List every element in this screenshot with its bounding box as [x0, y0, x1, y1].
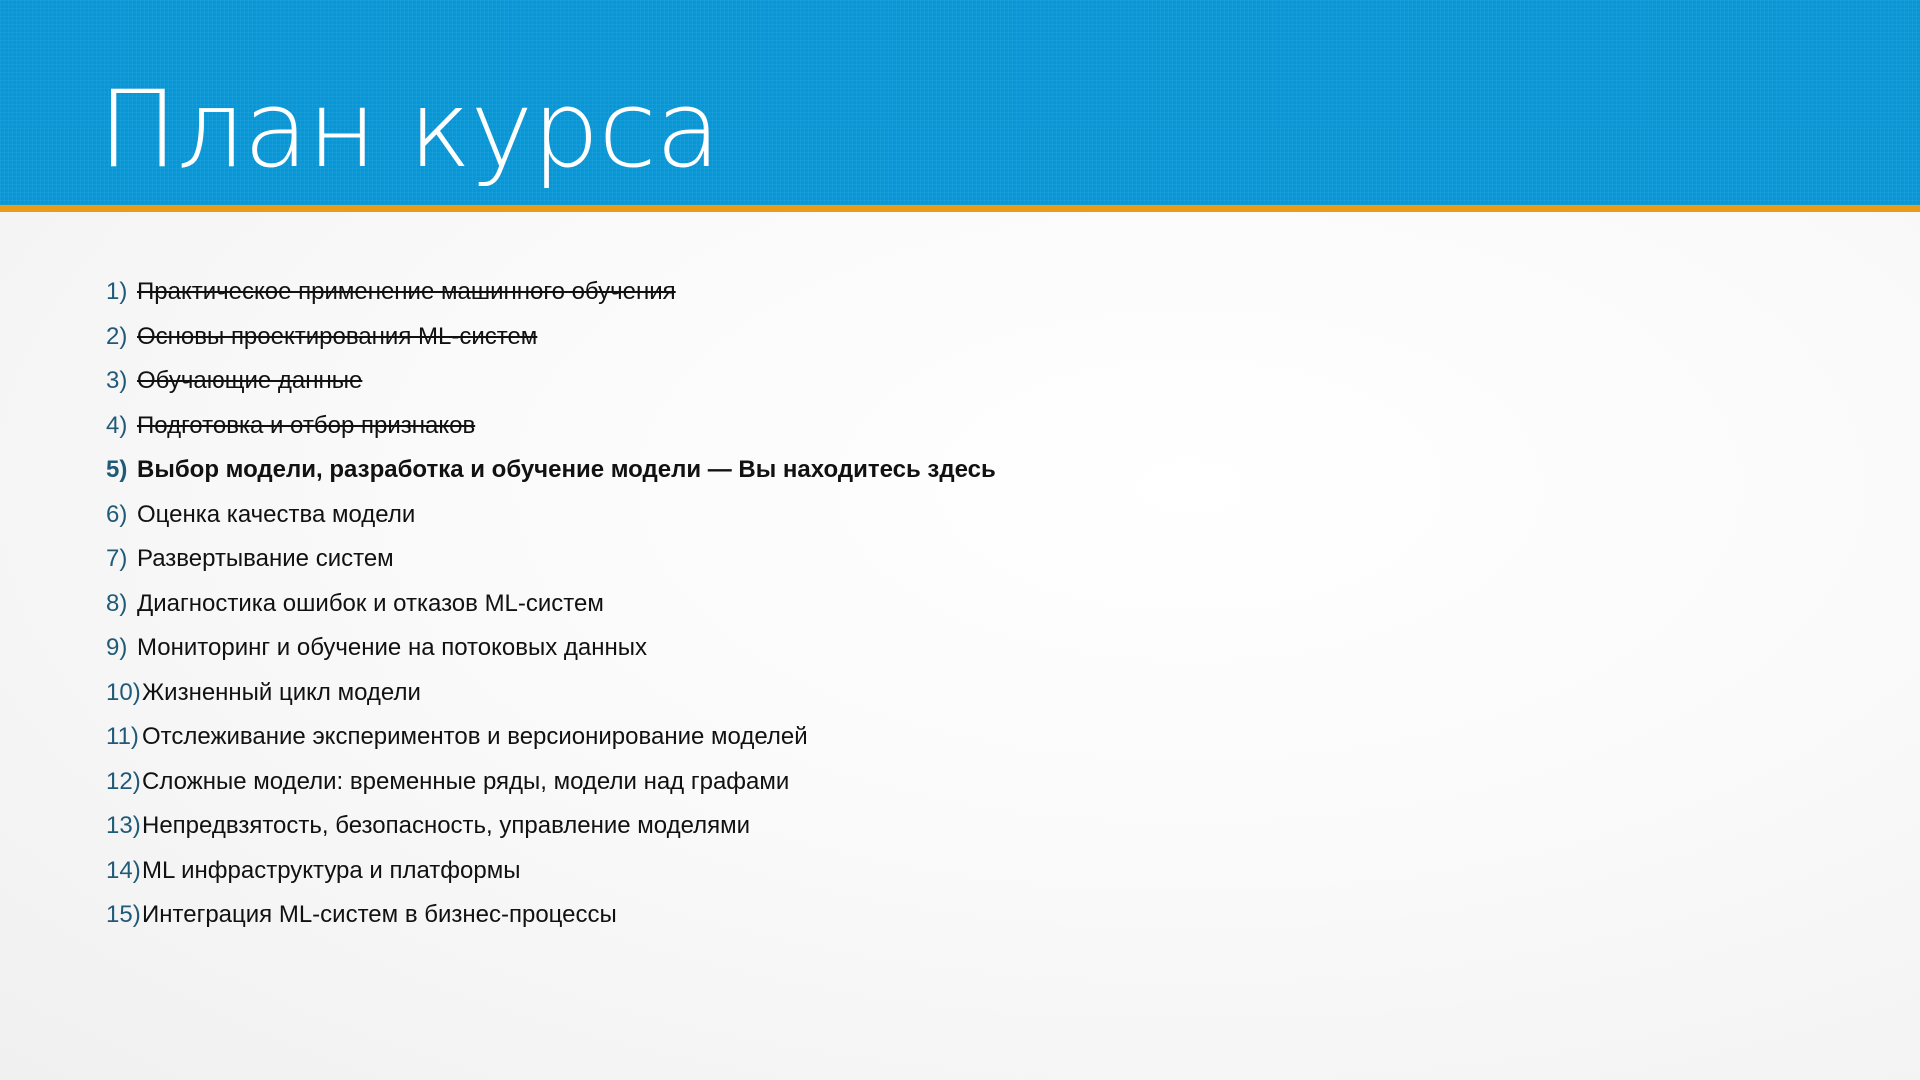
- agenda-item-number: 5): [106, 456, 128, 483]
- agenda-item-text: Выбор модели, разработка и обучение модели — Вы находитесь здесь: [137, 456, 996, 483]
- agenda-item-3: [106, 359, 996, 404]
- agenda-item-6: [106, 493, 996, 538]
- agenda-item-text: Жизненный цикл модели: [142, 678, 421, 706]
- accent-divider: [0, 205, 1920, 212]
- agenda-item-text: Обучающие данные: [137, 367, 363, 394]
- agenda-item-number: 8): [106, 589, 128, 617]
- agenda-item-text: Оценка качества модели: [137, 500, 416, 528]
- agenda-item-number: 15): [106, 901, 141, 928]
- agenda-item-1: [106, 270, 996, 315]
- agenda-item-text: Интеграция ML-систем в бизнес-процессы: [142, 901, 617, 928]
- agenda-item-text: Диагностика ошибок и отказов ML-систем: [137, 589, 604, 617]
- agenda-item-11: [106, 715, 996, 760]
- agenda-item-text: Развертывание систем: [137, 545, 394, 572]
- agenda-item-number: 12): [106, 767, 141, 795]
- agenda-item-text: Подготовка и отбор признаков: [137, 411, 476, 439]
- course-agenda-list: [106, 270, 996, 938]
- agenda-item-12: [106, 760, 996, 805]
- agenda-item-number: 9): [106, 634, 128, 661]
- agenda-item-text: Сложные модели: временные ряды, модели над графами: [142, 767, 790, 795]
- agenda-item-number: 14): [106, 856, 141, 884]
- agenda-item-4: [106, 404, 996, 449]
- agenda-item-number: 7): [106, 545, 128, 572]
- agenda-item-10: [106, 671, 996, 716]
- agenda-item-15: [106, 893, 996, 938]
- agenda-item-number: 1): [106, 278, 128, 305]
- agenda-item-8: [106, 582, 996, 627]
- agenda-item-number: 4): [106, 411, 128, 439]
- agenda-item-5: [106, 448, 996, 493]
- agenda-item-number: 2): [106, 322, 128, 350]
- agenda-item-number: 10): [106, 678, 141, 706]
- agenda-item-number: 11): [106, 723, 139, 750]
- agenda-item-13: [106, 804, 996, 849]
- agenda-item-text: ML инфраструктура и платформы: [142, 856, 521, 884]
- agenda-item-text: Непредвзятость, безопасность, управление моделями: [142, 812, 751, 839]
- agenda-item-number: 3): [106, 367, 128, 394]
- agenda-item-7: [106, 537, 996, 582]
- agenda-item-14: [106, 849, 996, 894]
- agenda-item-2: [106, 315, 996, 360]
- agenda-item-9: [106, 626, 996, 671]
- agenda-item-text: Основы проектирования ML-систем: [137, 322, 538, 350]
- agenda-item-text: Практическое применение машинного обучения: [137, 278, 676, 305]
- agenda-item-text: Мониторинг и обучение на потоковых данных: [137, 634, 647, 661]
- agenda-item-number: 6): [106, 500, 128, 528]
- slide-title: План курса: [98, 68, 720, 191]
- agenda-item-text: Отслеживание экспериментов и версионирование моделей: [142, 723, 808, 750]
- agenda-item-number: 13): [106, 812, 141, 839]
